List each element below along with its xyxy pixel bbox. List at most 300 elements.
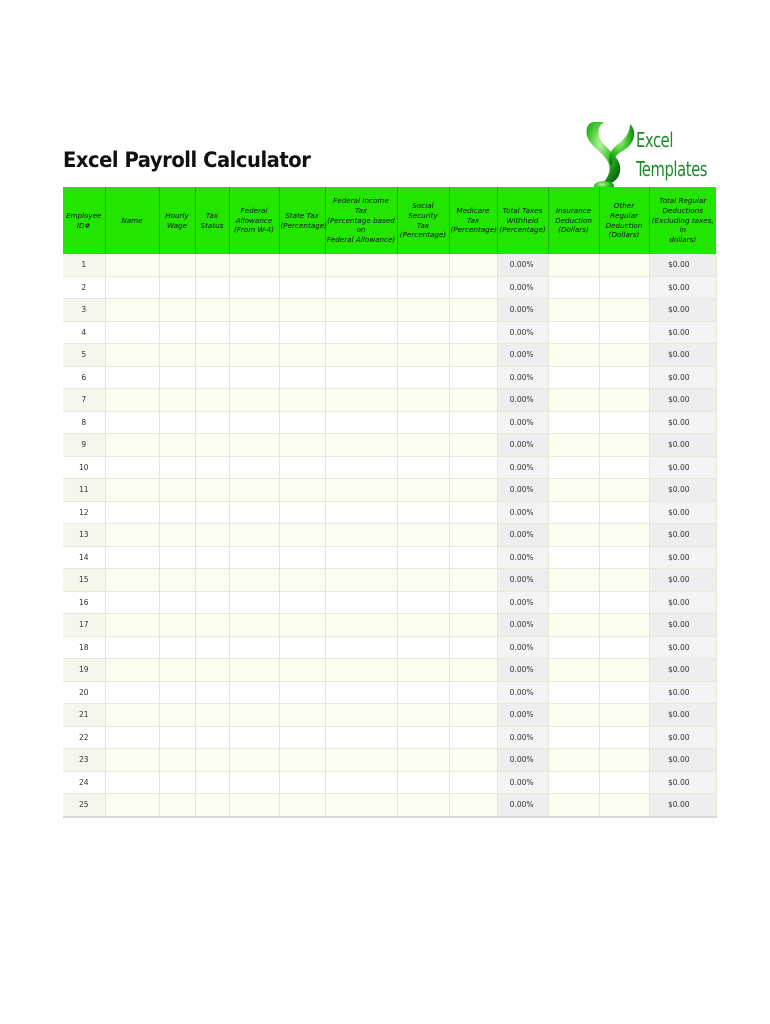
input-cell-hourly-wage[interactable]: [159, 501, 195, 524]
input-cell-hourly-wage[interactable]: [159, 614, 195, 637]
input-cell-federal-allowance[interactable]: [229, 366, 279, 389]
table-row: [63, 591, 716, 614]
input-cell-name[interactable]: [105, 726, 159, 749]
input-cell-medicare-tax[interactable]: [449, 254, 497, 276]
input-cell-federal-income-tax[interactable]: [325, 569, 397, 592]
input-cell-other-regular-deduction[interactable]: [599, 591, 649, 614]
input-cell-medicare-tax[interactable]: [449, 771, 497, 794]
input-cell-hourly-wage[interactable]: [159, 456, 195, 479]
input-cell-federal-allowance[interactable]: [229, 591, 279, 614]
total-deductions-cell: $0.00: [649, 456, 716, 479]
employee-id-cell: 5: [63, 344, 105, 367]
input-cell-tax-status[interactable]: [195, 299, 229, 322]
input-cell-medicare-tax[interactable]: [449, 501, 497, 524]
input-cell-federal-income-tax[interactable]: [325, 704, 397, 727]
input-cell-federal-allowance[interactable]: [229, 276, 279, 299]
input-cell-state-tax[interactable]: [279, 726, 325, 749]
input-cell-state-tax[interactable]: [279, 524, 325, 547]
input-cell-medicare-tax[interactable]: [449, 546, 497, 569]
column-header-line: (Percentage): [280, 220, 327, 230]
input-cell-insurance-deduction[interactable]: [548, 771, 599, 794]
input-cell-hourly-wage[interactable]: [159, 726, 195, 749]
input-cell-hourly-wage[interactable]: [159, 411, 195, 434]
input-cell-name[interactable]: [105, 321, 159, 344]
input-cell-other-regular-deduction[interactable]: [599, 726, 649, 749]
input-cell-hourly-wage[interactable]: [159, 321, 195, 344]
input-cell-name[interactable]: [105, 344, 159, 367]
input-cell-tax-status[interactable]: [195, 366, 229, 389]
input-cell-name[interactable]: [105, 794, 159, 817]
input-cell-tax-status[interactable]: [195, 344, 229, 367]
input-cell-insurance-deduction[interactable]: [548, 456, 599, 479]
input-cell-tax-status[interactable]: [195, 749, 229, 772]
input-cell-state-tax[interactable]: [279, 254, 325, 276]
input-cell-hourly-wage[interactable]: [159, 366, 195, 389]
column-header-line: (Percentage): [450, 225, 497, 235]
input-cell-medicare-tax[interactable]: [449, 389, 497, 412]
input-cell-insurance-deduction[interactable]: [548, 299, 599, 322]
input-cell-name[interactable]: [105, 614, 159, 637]
input-cell-federal-income-tax[interactable]: [325, 276, 397, 299]
input-cell-name[interactable]: [105, 569, 159, 592]
input-cell-medicare-tax[interactable]: [449, 524, 497, 547]
table-row: [63, 681, 716, 704]
input-cell-other-regular-deduction[interactable]: [599, 749, 649, 772]
input-cell-state-tax[interactable]: [279, 411, 325, 434]
total-taxes-cell: 0.00%: [497, 501, 548, 524]
input-cell-tax-status[interactable]: [195, 276, 229, 299]
input-cell-state-tax[interactable]: [279, 636, 325, 659]
input-cell-hourly-wage[interactable]: [159, 389, 195, 412]
input-cell-federal-income-tax[interactable]: [325, 794, 397, 817]
input-cell-federal-allowance[interactable]: [229, 614, 279, 637]
input-cell-name[interactable]: [105, 299, 159, 322]
input-cell-insurance-deduction[interactable]: [548, 479, 599, 502]
column-header-line: (Percentage based on: [327, 215, 395, 235]
input-cell-insurance-deduction[interactable]: [548, 501, 599, 524]
column-header-total-taxes-withheld: [497, 187, 548, 254]
input-cell-hourly-wage[interactable]: [159, 524, 195, 547]
input-cell-hourly-wage[interactable]: [159, 591, 195, 614]
input-cell-federal-allowance[interactable]: [229, 501, 279, 524]
input-cell-medicare-tax[interactable]: [449, 569, 497, 592]
input-cell-name[interactable]: [105, 524, 159, 547]
input-cell-federal-income-tax[interactable]: [325, 614, 397, 637]
input-cell-hourly-wage[interactable]: [159, 771, 195, 794]
input-cell-federal-income-tax[interactable]: [325, 659, 397, 682]
input-cell-name[interactable]: [105, 636, 159, 659]
column-header-line: dollars): [669, 235, 697, 245]
input-cell-federal-income-tax[interactable]: [325, 681, 397, 704]
input-cell-social-security-tax[interactable]: [397, 456, 449, 479]
input-cell-state-tax[interactable]: [279, 299, 325, 322]
input-cell-state-tax[interactable]: [279, 389, 325, 412]
input-cell-tax-status[interactable]: [195, 411, 229, 434]
input-cell-social-security-tax[interactable]: [397, 344, 449, 367]
total-taxes-cell: 0.00%: [497, 546, 548, 569]
input-cell-hourly-wage[interactable]: [159, 704, 195, 727]
input-cell-medicare-tax[interactable]: [449, 366, 497, 389]
column-header-hourly-wage: [159, 187, 195, 254]
input-cell-medicare-tax[interactable]: [449, 344, 497, 367]
input-cell-insurance-deduction[interactable]: [548, 794, 599, 817]
input-cell-federal-income-tax[interactable]: [325, 524, 397, 547]
input-cell-insurance-deduction[interactable]: [548, 276, 599, 299]
input-cell-insurance-deduction[interactable]: [548, 411, 599, 434]
input-cell-hourly-wage[interactable]: [159, 636, 195, 659]
input-cell-medicare-tax[interactable]: [449, 636, 497, 659]
input-cell-federal-allowance[interactable]: [229, 749, 279, 772]
table-row: [63, 366, 716, 389]
input-cell-tax-status[interactable]: [195, 794, 229, 817]
table-row: [63, 276, 716, 299]
input-cell-federal-income-tax[interactable]: [325, 456, 397, 479]
input-cell-tax-status[interactable]: [195, 614, 229, 637]
input-cell-tax-status[interactable]: [195, 524, 229, 547]
column-header-line: Deductions: [662, 205, 704, 215]
input-cell-insurance-deduction[interactable]: [548, 321, 599, 344]
input-cell-social-security-tax[interactable]: [397, 681, 449, 704]
column-header-line: (Excluding taxes, in: [651, 215, 714, 235]
input-cell-federal-income-tax[interactable]: [325, 591, 397, 614]
column-header-line: (Dollars): [608, 230, 640, 240]
total-taxes-cell: 0.00%: [497, 726, 548, 749]
input-cell-insurance-deduction[interactable]: [548, 344, 599, 367]
input-cell-medicare-tax[interactable]: [449, 411, 497, 434]
input-cell-federal-income-tax[interactable]: [325, 726, 397, 749]
input-cell-name[interactable]: [105, 659, 159, 682]
input-cell-hourly-wage[interactable]: [159, 254, 195, 276]
column-header-line: Tax Status: [200, 210, 224, 230]
input-cell-social-security-tax[interactable]: [397, 299, 449, 322]
input-cell-social-security-tax[interactable]: [397, 569, 449, 592]
input-cell-tax-status[interactable]: [195, 771, 229, 794]
input-cell-name[interactable]: [105, 366, 159, 389]
input-cell-other-regular-deduction[interactable]: [599, 614, 649, 637]
input-cell-insurance-deduction[interactable]: [548, 749, 599, 772]
column-header-line: Social Security: [408, 201, 438, 220]
input-cell-name[interactable]: [105, 501, 159, 524]
employee-id-cell: 24: [63, 771, 105, 794]
input-cell-state-tax[interactable]: [279, 771, 325, 794]
input-cell-insurance-deduction[interactable]: [548, 614, 599, 637]
input-cell-hourly-wage[interactable]: [159, 659, 195, 682]
input-cell-federal-allowance[interactable]: [229, 321, 279, 344]
input-cell-other-regular-deduction[interactable]: [599, 411, 649, 434]
input-cell-name[interactable]: [105, 681, 159, 704]
column-header-line: Deduction: [605, 220, 643, 230]
input-cell-federal-income-tax[interactable]: [325, 749, 397, 772]
input-cell-state-tax[interactable]: [279, 456, 325, 479]
input-cell-hourly-wage[interactable]: [159, 276, 195, 299]
input-cell-social-security-tax[interactable]: [397, 614, 449, 637]
input-cell-hourly-wage[interactable]: [159, 546, 195, 569]
input-cell-name[interactable]: [105, 591, 159, 614]
input-cell-federal-allowance[interactable]: [229, 726, 279, 749]
input-cell-other-regular-deduction[interactable]: [599, 659, 649, 682]
table-row: [63, 479, 716, 502]
table-row: [63, 546, 716, 569]
input-cell-name[interactable]: [105, 411, 159, 434]
input-cell-other-regular-deduction[interactable]: [599, 366, 649, 389]
column-header-insurance-deduction: [548, 187, 599, 254]
input-cell-name[interactable]: [105, 546, 159, 569]
input-cell-state-tax[interactable]: [279, 794, 325, 817]
input-cell-federal-allowance[interactable]: [229, 479, 279, 502]
input-cell-insurance-deduction[interactable]: [548, 389, 599, 412]
input-cell-social-security-tax[interactable]: [397, 771, 449, 794]
total-taxes-cell: 0.00%: [497, 794, 548, 817]
input-cell-tax-status[interactable]: [195, 726, 229, 749]
input-cell-name[interactable]: [105, 771, 159, 794]
input-cell-federal-income-tax[interactable]: [325, 366, 397, 389]
input-cell-tax-status[interactable]: [195, 501, 229, 524]
input-cell-federal-income-tax[interactable]: [325, 501, 397, 524]
input-cell-social-security-tax[interactable]: [397, 524, 449, 547]
input-cell-hourly-wage[interactable]: [159, 794, 195, 817]
input-cell-social-security-tax[interactable]: [397, 704, 449, 727]
input-cell-social-security-tax[interactable]: [397, 659, 449, 682]
input-cell-social-security-tax[interactable]: [397, 276, 449, 299]
input-cell-tax-status[interactable]: [195, 434, 229, 457]
input-cell-name[interactable]: [105, 254, 159, 276]
input-cell-name[interactable]: [105, 389, 159, 412]
total-deductions-cell: $0.00: [649, 704, 716, 727]
column-header-line: Total Taxes: [502, 205, 543, 215]
input-cell-federal-allowance[interactable]: [229, 434, 279, 457]
input-cell-state-tax[interactable]: [279, 434, 325, 457]
input-cell-hourly-wage[interactable]: [159, 434, 195, 457]
input-cell-hourly-wage[interactable]: [159, 299, 195, 322]
column-header-line: Employee: [65, 210, 102, 220]
input-cell-federal-income-tax[interactable]: [325, 299, 397, 322]
input-cell-federal-allowance[interactable]: [229, 704, 279, 727]
input-cell-state-tax[interactable]: [279, 659, 325, 682]
input-cell-federal-allowance[interactable]: [229, 344, 279, 367]
input-cell-tax-status[interactable]: [195, 659, 229, 682]
input-cell-insurance-deduction[interactable]: [548, 681, 599, 704]
input-cell-insurance-deduction[interactable]: [548, 254, 599, 276]
input-cell-insurance-deduction[interactable]: [548, 726, 599, 749]
input-cell-federal-income-tax[interactable]: [325, 771, 397, 794]
total-taxes-cell: 0.00%: [497, 389, 548, 412]
input-cell-federal-income-tax[interactable]: [325, 389, 397, 412]
input-cell-insurance-deduction[interactable]: [548, 569, 599, 592]
input-cell-social-security-tax[interactable]: [397, 434, 449, 457]
input-cell-medicare-tax[interactable]: [449, 726, 497, 749]
input-cell-federal-allowance[interactable]: [229, 546, 279, 569]
input-cell-state-tax[interactable]: [279, 321, 325, 344]
column-header-line: (Percentage): [499, 225, 546, 235]
input-cell-other-regular-deduction[interactable]: [599, 524, 649, 547]
input-cell-other-regular-deduction[interactable]: [599, 299, 649, 322]
input-cell-federal-allowance[interactable]: [229, 681, 279, 704]
input-cell-insurance-deduction[interactable]: [548, 659, 599, 682]
input-cell-social-security-tax[interactable]: [397, 749, 449, 772]
input-cell-other-regular-deduction[interactable]: [599, 321, 649, 344]
total-deductions-cell: $0.00: [649, 276, 716, 299]
input-cell-federal-income-tax[interactable]: [325, 411, 397, 434]
input-cell-other-regular-deduction[interactable]: [599, 434, 649, 457]
input-cell-insurance-deduction[interactable]: [548, 546, 599, 569]
input-cell-social-security-tax[interactable]: [397, 254, 449, 276]
input-cell-other-regular-deduction[interactable]: [599, 479, 649, 502]
column-header-name: [105, 187, 159, 254]
column-header-line: Allowance: [235, 215, 273, 225]
input-cell-other-regular-deduction[interactable]: [599, 569, 649, 592]
input-cell-name[interactable]: [105, 456, 159, 479]
input-cell-federal-allowance[interactable]: [229, 299, 279, 322]
input-cell-social-security-tax[interactable]: [397, 479, 449, 502]
input-cell-medicare-tax[interactable]: [449, 321, 497, 344]
total-deductions-cell: $0.00: [649, 569, 716, 592]
input-cell-state-tax[interactable]: [279, 614, 325, 637]
input-cell-state-tax[interactable]: [279, 569, 325, 592]
input-cell-other-regular-deduction[interactable]: [599, 771, 649, 794]
input-cell-hourly-wage[interactable]: [159, 681, 195, 704]
total-deductions-cell: $0.00: [649, 659, 716, 682]
input-cell-other-regular-deduction[interactable]: [599, 704, 649, 727]
input-cell-hourly-wage[interactable]: [159, 569, 195, 592]
input-cell-state-tax[interactable]: [279, 704, 325, 727]
input-cell-medicare-tax[interactable]: [449, 794, 497, 817]
input-cell-state-tax[interactable]: [279, 276, 325, 299]
table-row: [63, 636, 716, 659]
input-cell-other-regular-deduction[interactable]: [599, 501, 649, 524]
input-cell-social-security-tax[interactable]: [397, 794, 449, 817]
input-cell-social-security-tax[interactable]: [397, 366, 449, 389]
input-cell-other-regular-deduction[interactable]: [599, 546, 649, 569]
column-header-line: Wage: [166, 220, 188, 230]
input-cell-name[interactable]: [105, 749, 159, 772]
input-cell-state-tax[interactable]: [279, 366, 325, 389]
input-cell-insurance-deduction[interactable]: [548, 591, 599, 614]
employee-id-cell: 6: [63, 366, 105, 389]
input-cell-medicare-tax[interactable]: [449, 434, 497, 457]
input-cell-tax-status[interactable]: [195, 456, 229, 479]
input-cell-medicare-tax[interactable]: [449, 299, 497, 322]
input-cell-hourly-wage[interactable]: [159, 749, 195, 772]
input-cell-social-security-tax[interactable]: [397, 501, 449, 524]
input-cell-other-regular-deduction[interactable]: [599, 456, 649, 479]
input-cell-federal-income-tax[interactable]: [325, 636, 397, 659]
input-cell-social-security-tax[interactable]: [397, 726, 449, 749]
table-row: [63, 794, 716, 817]
input-cell-federal-allowance[interactable]: [229, 659, 279, 682]
input-cell-federal-allowance[interactable]: [229, 794, 279, 817]
total-taxes-cell: 0.00%: [497, 749, 548, 772]
input-cell-medicare-tax[interactable]: [449, 659, 497, 682]
input-cell-federal-income-tax[interactable]: [325, 321, 397, 344]
column-header-line: Federal Income Tax: [333, 196, 389, 215]
input-cell-other-regular-deduction[interactable]: [599, 389, 649, 412]
input-cell-other-regular-deduction[interactable]: [599, 254, 649, 276]
input-cell-tax-status[interactable]: [195, 569, 229, 592]
input-cell-state-tax[interactable]: [279, 546, 325, 569]
input-cell-insurance-deduction[interactable]: [548, 524, 599, 547]
input-cell-state-tax[interactable]: [279, 749, 325, 772]
input-cell-state-tax[interactable]: [279, 591, 325, 614]
input-cell-federal-allowance[interactable]: [229, 569, 279, 592]
input-cell-tax-status[interactable]: [195, 704, 229, 727]
input-cell-state-tax[interactable]: [279, 479, 325, 502]
input-cell-medicare-tax[interactable]: [449, 749, 497, 772]
input-cell-other-regular-deduction[interactable]: [599, 276, 649, 299]
input-cell-social-security-tax[interactable]: [397, 389, 449, 412]
input-cell-tax-status[interactable]: [195, 546, 229, 569]
input-cell-tax-status[interactable]: [195, 321, 229, 344]
input-cell-federal-allowance[interactable]: [229, 524, 279, 547]
input-cell-medicare-tax[interactable]: [449, 614, 497, 637]
input-cell-state-tax[interactable]: [279, 681, 325, 704]
input-cell-medicare-tax[interactable]: [449, 276, 497, 299]
input-cell-federal-income-tax[interactable]: [325, 344, 397, 367]
input-cell-hourly-wage[interactable]: [159, 344, 195, 367]
input-cell-social-security-tax[interactable]: [397, 636, 449, 659]
input-cell-medicare-tax[interactable]: [449, 681, 497, 704]
input-cell-tax-status[interactable]: [195, 591, 229, 614]
input-cell-tax-status[interactable]: [195, 254, 229, 276]
input-cell-federal-allowance[interactable]: [229, 636, 279, 659]
employee-id-cell: 17: [63, 614, 105, 637]
input-cell-insurance-deduction[interactable]: [548, 366, 599, 389]
input-cell-social-security-tax[interactable]: [397, 411, 449, 434]
input-cell-other-regular-deduction[interactable]: [599, 681, 649, 704]
input-cell-state-tax[interactable]: [279, 344, 325, 367]
input-cell-insurance-deduction[interactable]: [548, 704, 599, 727]
input-cell-insurance-deduction[interactable]: [548, 434, 599, 457]
input-cell-social-security-tax[interactable]: [397, 321, 449, 344]
input-cell-medicare-tax[interactable]: [449, 456, 497, 479]
input-cell-federal-allowance[interactable]: [229, 456, 279, 479]
input-cell-federal-income-tax[interactable]: [325, 546, 397, 569]
input-cell-federal-allowance[interactable]: [229, 771, 279, 794]
input-cell-name[interactable]: [105, 479, 159, 502]
total-taxes-cell: 0.00%: [497, 434, 548, 457]
input-cell-federal-income-tax[interactable]: [325, 434, 397, 457]
column-header-line: (From W-4): [233, 225, 275, 235]
excel-templates-logo: [582, 116, 722, 192]
input-cell-tax-status[interactable]: [195, 479, 229, 502]
input-cell-name[interactable]: [105, 434, 159, 457]
input-cell-medicare-tax[interactable]: [449, 479, 497, 502]
input-cell-federal-allowance[interactable]: [229, 389, 279, 412]
input-cell-federal-allowance[interactable]: [229, 411, 279, 434]
input-cell-name[interactable]: [105, 276, 159, 299]
input-cell-federal-allowance[interactable]: [229, 254, 279, 276]
input-cell-state-tax[interactable]: [279, 501, 325, 524]
employee-id-cell: 9: [63, 434, 105, 457]
input-cell-insurance-deduction[interactable]: [548, 636, 599, 659]
input-cell-hourly-wage[interactable]: [159, 479, 195, 502]
total-taxes-cell: 0.00%: [497, 704, 548, 727]
input-cell-other-regular-deduction[interactable]: [599, 344, 649, 367]
input-cell-other-regular-deduction[interactable]: [599, 636, 649, 659]
input-cell-tax-status[interactable]: [195, 681, 229, 704]
input-cell-name[interactable]: [105, 704, 159, 727]
input-cell-social-security-tax[interactable]: [397, 591, 449, 614]
input-cell-federal-income-tax[interactable]: [325, 479, 397, 502]
input-cell-medicare-tax[interactable]: [449, 591, 497, 614]
input-cell-other-regular-deduction[interactable]: [599, 794, 649, 817]
column-header-line: Insurance: [555, 205, 592, 215]
input-cell-social-security-tax[interactable]: [397, 546, 449, 569]
input-cell-tax-status[interactable]: [195, 636, 229, 659]
input-cell-tax-status[interactable]: [195, 389, 229, 412]
input-cell-federal-income-tax[interactable]: [325, 254, 397, 276]
input-cell-medicare-tax[interactable]: [449, 704, 497, 727]
total-taxes-cell: 0.00%: [497, 321, 548, 344]
